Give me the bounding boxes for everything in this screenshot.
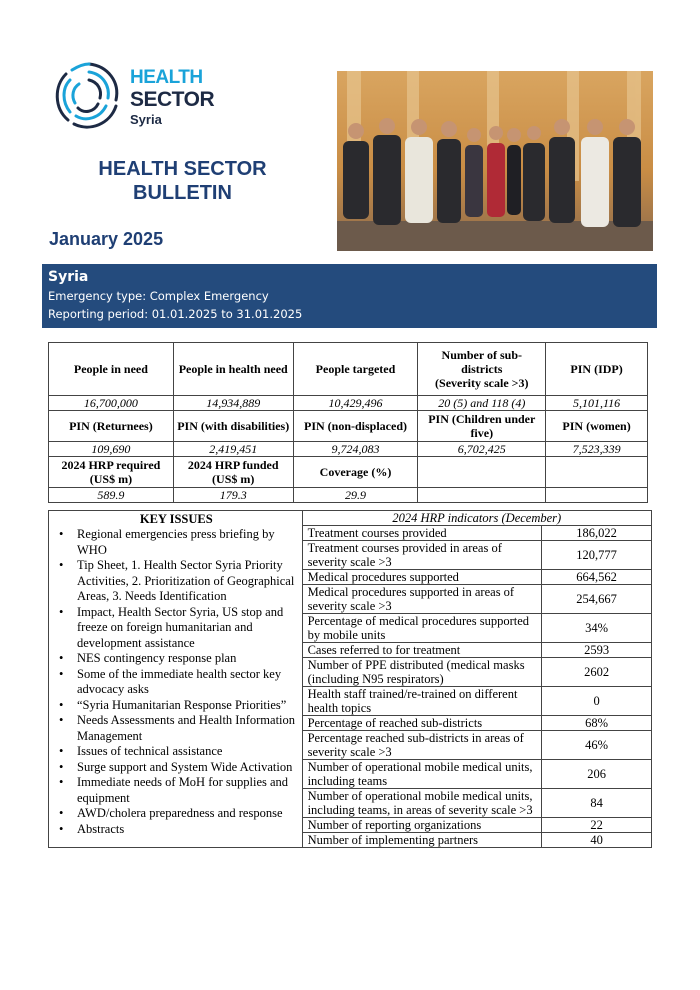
list-item: • Immediate needs of MoH for supplies and equipment <box>55 775 298 806</box>
indicators-title: 2024 HRP indicators (December) <box>302 511 651 526</box>
value-hrp-required: 589.9 <box>49 488 174 503</box>
key-issues-list <box>55 527 298 837</box>
list-item: • Surge support and System Wide Activation <box>55 760 298 776</box>
list-item: • Some of the immediate health sector key advocacy asks <box>55 667 298 698</box>
indicator-value: 2593 <box>542 643 652 658</box>
header-pin-disabilities: PIN (with disabilities) <box>173 411 293 442</box>
header-pin-non-displaced: PIN (non-displaced) <box>293 411 418 442</box>
value-pin-idp: 5,101,116 <box>546 396 648 411</box>
table-row <box>49 457 648 488</box>
indicator-label: Health staff trained/re-trained on different health topics <box>302 687 542 716</box>
table-row <box>49 411 648 442</box>
logo-health-text: HEALTH <box>130 67 203 88</box>
empty-cell <box>418 457 546 488</box>
list-item: • NES contingency response plan <box>55 651 298 667</box>
indicator-value: 664,562 <box>542 570 652 585</box>
list-item: • “Syria Humanitarian Response Priorities” <box>55 698 298 714</box>
banner-country: Syria <box>48 269 89 285</box>
value-pin-non-displaced: 9,724,083 <box>293 442 418 457</box>
group-photo <box>337 71 653 251</box>
indicator-value: 46% <box>542 731 652 760</box>
indicator-label: Medical procedures supported <box>302 570 542 585</box>
indicator-value: 186,022 <box>542 526 652 541</box>
indicator-label: Percentage reached sub-districts in areas of severity scale >3 <box>302 731 542 760</box>
logo-sector-text: SECTOR <box>130 88 215 111</box>
indicator-label: Treatment courses provided in areas of severity scale >3 <box>302 541 542 570</box>
table-row <box>49 511 652 526</box>
spiral-logo-icon <box>50 58 128 136</box>
value-people-in-need: 16,700,000 <box>49 396 174 411</box>
indicator-label: Number of operational mobile medical units, including teams, in areas of severity scale >3 <box>302 789 542 818</box>
list-item: • Abstracts <box>55 822 298 838</box>
indicator-label: Number of operational mobile medical units, including teams <box>302 760 542 789</box>
header-pin-children: PIN (Children under five) <box>418 411 546 442</box>
empty-cell <box>546 457 648 488</box>
indicator-label: Percentage of medical procedures supported by mobile units <box>302 614 542 643</box>
indicator-value: 2602 <box>542 658 652 687</box>
value-pin-women: 7,523,339 <box>546 442 648 457</box>
header-people-in-need: People in need <box>49 343 174 396</box>
indicator-value: 254,667 <box>542 585 652 614</box>
key-figures-table <box>48 342 648 503</box>
indicator-value: 68% <box>542 716 652 731</box>
indicator-label: Cases referred to for treatment <box>302 643 542 658</box>
indicator-value: 120,777 <box>542 541 652 570</box>
issues-indicators-table <box>48 510 652 848</box>
indicator-value: 206 <box>542 760 652 789</box>
indicator-label: Number of implementing partners <box>302 833 542 848</box>
value-pin-disabilities: 2,419,451 <box>173 442 293 457</box>
value-coverage: 29.9 <box>293 488 418 503</box>
list-item: • Needs Assessments and Health Information Management <box>55 713 298 744</box>
bulletin-title <box>60 157 305 205</box>
list-item: • Regional emergencies press briefing by WHO <box>55 527 298 558</box>
header-pin-women: PIN (women) <box>546 411 648 442</box>
table-row <box>49 396 648 411</box>
table-row <box>49 488 648 503</box>
empty-cell <box>418 488 546 503</box>
header-pin-idp: PIN (IDP) <box>546 343 648 396</box>
indicator-label: Percentage of reached sub-districts <box>302 716 542 731</box>
indicator-label: Medical procedures supported in areas of severity scale >3 <box>302 585 542 614</box>
indicator-label: Number of reporting organizations <box>302 818 542 833</box>
title-line-2: BULLETIN <box>133 182 232 204</box>
value-people-targeted: 10,429,496 <box>293 396 418 411</box>
indicator-label: Number of PPE distributed (medical masks (including N95 respirators) <box>302 658 542 687</box>
banner-emergency-type: Emergency type: Complex Emergency <box>48 289 269 303</box>
banner-reporting-period: Reporting period: 01.01.2025 to 31.01.2025 <box>48 307 303 321</box>
header-sub-districts: Number of sub-districts (Severity scale >3) <box>418 343 546 396</box>
bulletin-month: January 2025 <box>49 229 164 249</box>
header-coverage: Coverage (%) <box>293 457 418 488</box>
list-item: • Tip Sheet, 1. Health Sector Syria Priority Activities, 2. Prioritization of Geographical Areas, 3. Needs Identification <box>55 558 298 605</box>
value-hrp-funded: 179.3 <box>173 488 293 503</box>
value-people-in-health-need: 14,934,889 <box>173 396 293 411</box>
title-line-1: HEALTH SECTOR <box>98 158 267 180</box>
country-banner <box>42 264 657 328</box>
list-item: • Impact, Health Sector Syria, US stop and freeze on foreign humanitarian and development assistance <box>55 605 298 652</box>
list-item: • AWD/cholera preparedness and response <box>55 806 298 822</box>
table-row <box>49 343 648 396</box>
logo-country-text: Syria <box>130 112 162 127</box>
value-sub-districts: 20 (5) and 118 (4) <box>418 396 546 411</box>
key-issues-cell <box>49 511 303 848</box>
header-hrp-required: 2024 HRP required (US$ m) <box>49 457 174 488</box>
indicator-label: Treatment courses provided <box>302 526 542 541</box>
header-hrp-funded: 2024 HRP funded (US$ m) <box>173 457 293 488</box>
table-row <box>49 442 648 457</box>
indicator-value: 34% <box>542 614 652 643</box>
indicator-value: 40 <box>542 833 652 848</box>
value-pin-returnees: 109,690 <box>49 442 174 457</box>
header-people-targeted: People targeted <box>293 343 418 396</box>
indicator-value: 0 <box>542 687 652 716</box>
indicator-value: 84 <box>542 789 652 818</box>
key-issues-title: KEY ISSUES <box>139 512 213 526</box>
empty-cell <box>546 488 648 503</box>
indicator-value: 22 <box>542 818 652 833</box>
list-item: • Issues of technical assistance <box>55 744 298 760</box>
header-pin-returnees: PIN (Returnees) <box>49 411 174 442</box>
health-sector-logo <box>50 58 215 138</box>
value-pin-children: 6,702,425 <box>418 442 546 457</box>
header-people-in-health-need: People in health need <box>173 343 293 396</box>
